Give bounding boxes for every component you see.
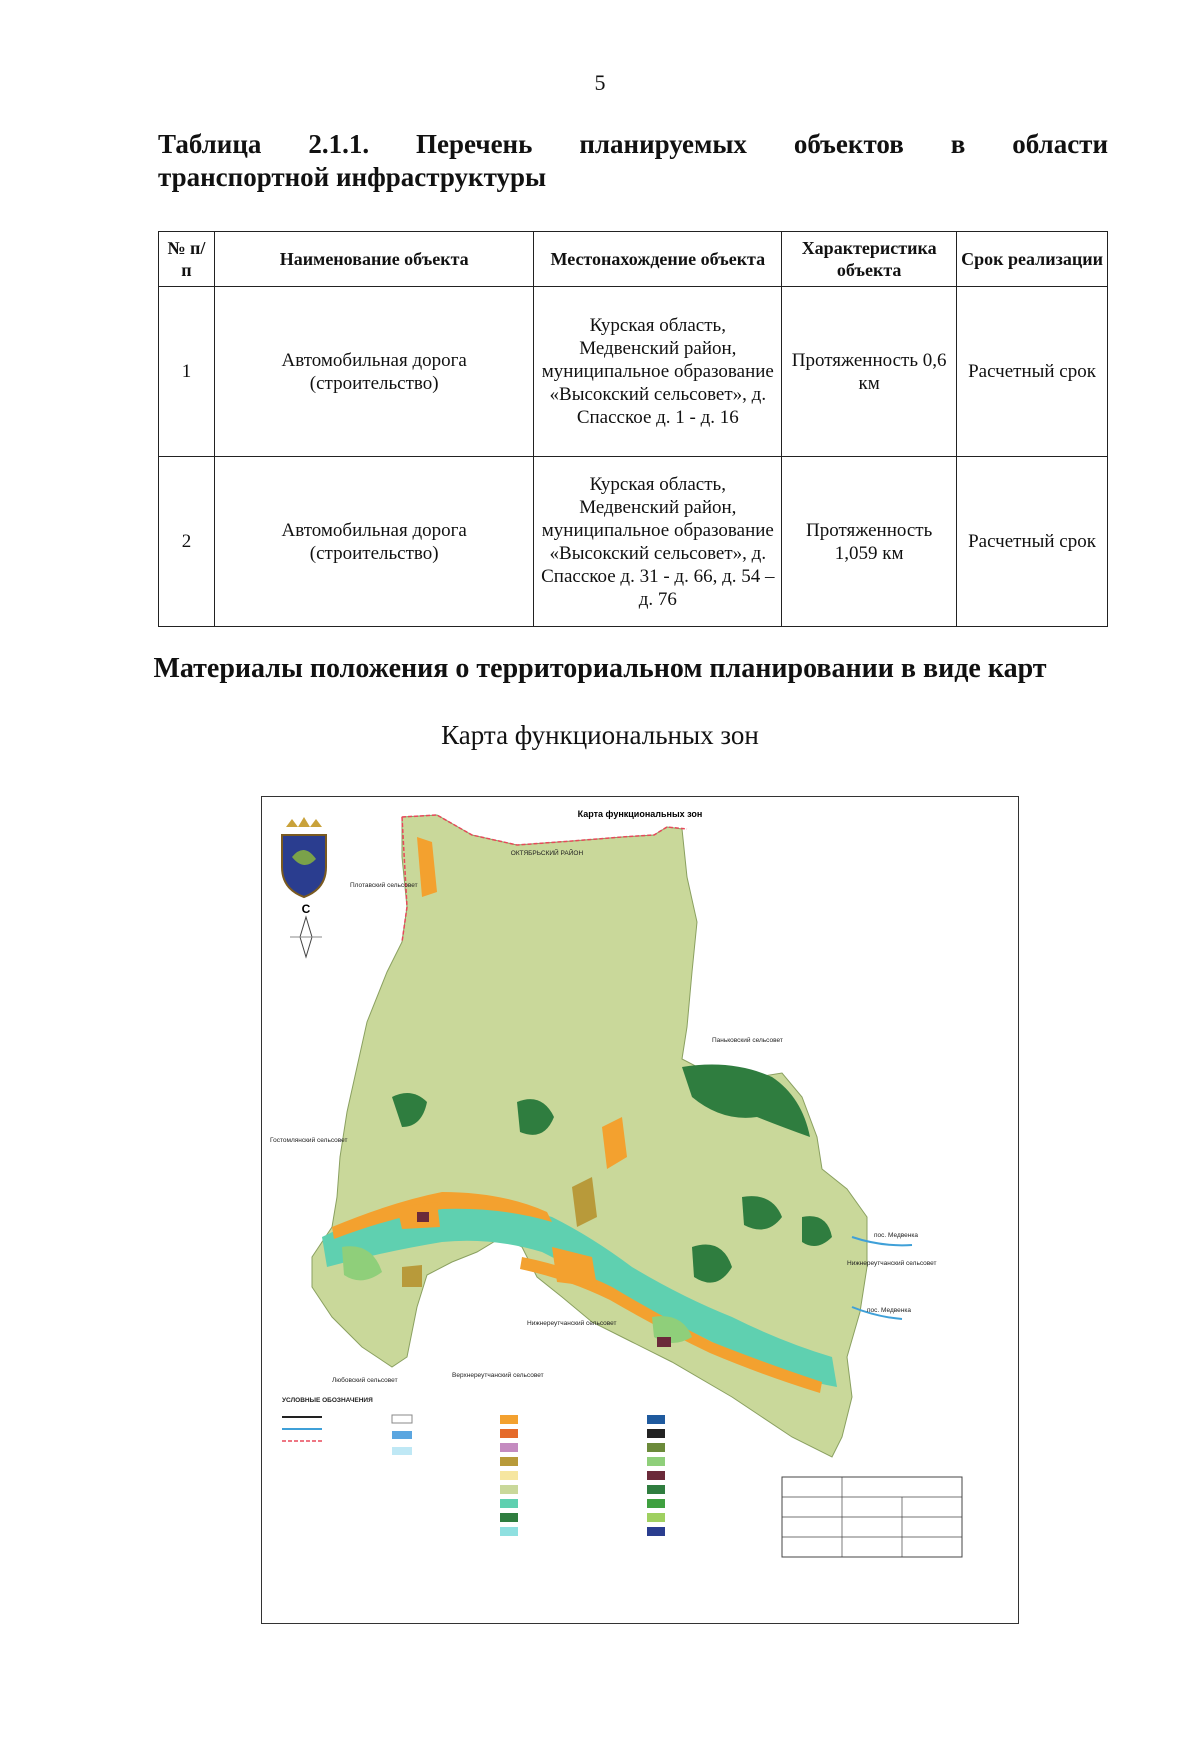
north-arrow-icon xyxy=(290,917,322,957)
header-term: Срок реализации xyxy=(957,232,1108,287)
legend-heading: УСЛОВНЫЕ ОБОЗНАЧЕНИЯ xyxy=(282,1397,373,1404)
section-title: Материалы положения о территориальном планировании в виде карт xyxy=(153,653,1047,684)
label-pankovsky: Паньковский сельсовет xyxy=(712,1037,783,1044)
industrial-zone xyxy=(402,1265,422,1287)
row-location: Курская область, Медвенский район, муниципальное образование «Высокский сельсовет», д. Спасское д. 31 - д. 66, д. 54 – д. 76 xyxy=(534,457,782,627)
table-caption xyxy=(158,128,1108,194)
row-name: Автомобильная дорога (строительство) xyxy=(214,457,534,627)
row-term: Расчетный срок xyxy=(957,457,1108,627)
table-caption-line2: транспортной инфраструктуры xyxy=(158,162,547,192)
coat-of-arms-icon xyxy=(282,817,326,897)
table-row xyxy=(159,457,1108,627)
row-number: 1 xyxy=(159,287,215,457)
row-characteristic: Протяженность 1,059 км xyxy=(782,457,957,627)
planned-objects-table xyxy=(158,231,1108,627)
label-verkhnereutchansky: Верхнереутчанский сельсовет xyxy=(452,1372,544,1379)
label-medvenka-1: пос. Медвенка xyxy=(874,1232,918,1239)
label-plotava: Плотавский сельсовет xyxy=(350,882,418,889)
label-medvenka-2: пос. Медвенка xyxy=(867,1307,911,1314)
label-lyubovsky: Любовский сельсовет xyxy=(332,1377,398,1384)
header-number: № п/п xyxy=(159,232,215,287)
north-letter: С xyxy=(301,902,311,916)
special-zone xyxy=(657,1337,671,1347)
page-number: 5 xyxy=(594,70,606,95)
title-block-stamp xyxy=(782,1477,962,1557)
map-inner-title: Карта функциональных зон xyxy=(577,809,703,819)
map-legend xyxy=(282,1415,665,1536)
label-nizhnereutchansky-south: Нижнереутчанский сельсовет xyxy=(527,1320,617,1327)
row-name: Автомобильная дорога (строительство) xyxy=(214,287,534,457)
header-name: Наименование объекта xyxy=(214,232,534,287)
table-caption-line1: Таблица 2.1.1. Перечень планируемых объектов в области xyxy=(158,129,1108,159)
label-gostomlyansky: Гостомлянский сельсовет xyxy=(270,1137,348,1144)
table-row xyxy=(159,287,1108,457)
map-title: Карта функциональных зон xyxy=(441,720,759,750)
functional-zones-map xyxy=(261,796,1019,1624)
label-nizhnereutchansky-east: Нижнереутчанский сельсовет xyxy=(847,1260,937,1267)
special-zone xyxy=(417,1212,429,1222)
row-term: Расчетный срок xyxy=(957,287,1108,457)
label-district-north: ОКТЯБРЬСКИЙ РАЙОН xyxy=(510,850,584,857)
row-characteristic: Протяженность 0,6 км xyxy=(782,287,957,457)
row-location: Курская область, Медвенский район, муниципальное образование «Высокский сельсовет», д. Спасское д. 1 - д. 16 xyxy=(534,287,782,457)
header-characteristic: Характеристика объекта xyxy=(782,232,957,287)
map-canvas xyxy=(262,797,1018,1623)
row-number: 2 xyxy=(159,457,215,627)
table-header-row xyxy=(159,232,1108,287)
header-location: Местонахождение объекта xyxy=(534,232,782,287)
